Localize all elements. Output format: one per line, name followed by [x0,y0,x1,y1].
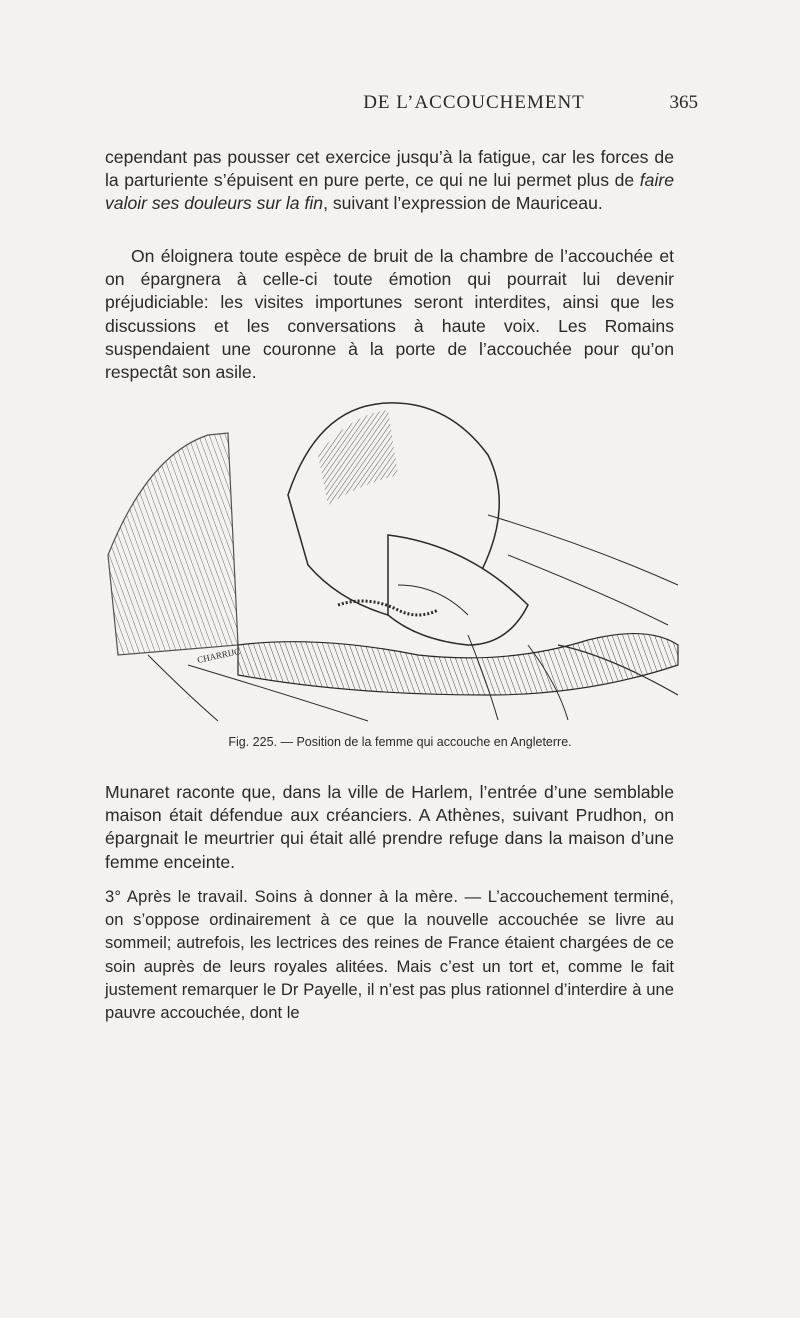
figure-engraving [88,395,688,723]
paragraph-4-body: L’accouchement terminé, on s’oppose ordinairement à ce que la nouvelle accouchée se livre au sommeil; autrefois, les lectrices des reines de France étaient chargées de ce soin auprès de leurs royales alitées. Mais c’est un tort et, comme le fait justement remarquer le Dr Payelle, il n’est pas plus rationnel d’interdire à une pauvre accouchée, dont le [105,887,674,1023]
svg-text:CHARRIJC: CHARRIJC [196,646,241,665]
page-number: 365 [669,92,698,113]
engraving-illustration [88,395,688,723]
paragraph-1-italic-quote: faire valoir ses douleurs sur la fin [105,170,674,214]
paragraph-1-text-a: cependant pas pousser cet exercice jusqu’à la fatigue, car les forces de la parturiente s’épuisent en pure perte, ce qui ne lui permet plus de [105,147,674,191]
running-title: DE L’ACCOUCHEMENT [363,92,585,113]
paragraph-3: Munaret raconte que, dans la ville de Harlem, l’entrée d’une semblable maison était défendue aux créanciers. A Athènes, suivant Prudhon, on épargnait le meurtrier qui était allé prendre refuge dans la maison d’une femme enceinte. [105,782,674,872]
paragraph-1-text-b: , suivant l’expression de Mauriceau. [323,193,603,214]
section-heading-inline: 3° Après le travail. Soins à donner à la mère. — [105,887,482,906]
figure-caption: Fig. 225. — Position de la femme qui accouche en Angleterre. [228,735,572,749]
paragraph-2: On éloignera toute espèce de bruit de la chambre de l’accouchée et on épargnera à celle-ci toute émotion qui pourrait lui devenir préjudiciable: les visites importunes seront interdites, ainsi que les discussions et les conversations à haute voix. Les Romains suspendaient une couronne à la porte de l’accouchée pour qu’on respectât son asile. [105,246,674,383]
paragraph-4 [105,885,674,1024]
page-header [250,92,698,116]
paragraph-1 [105,146,674,216]
